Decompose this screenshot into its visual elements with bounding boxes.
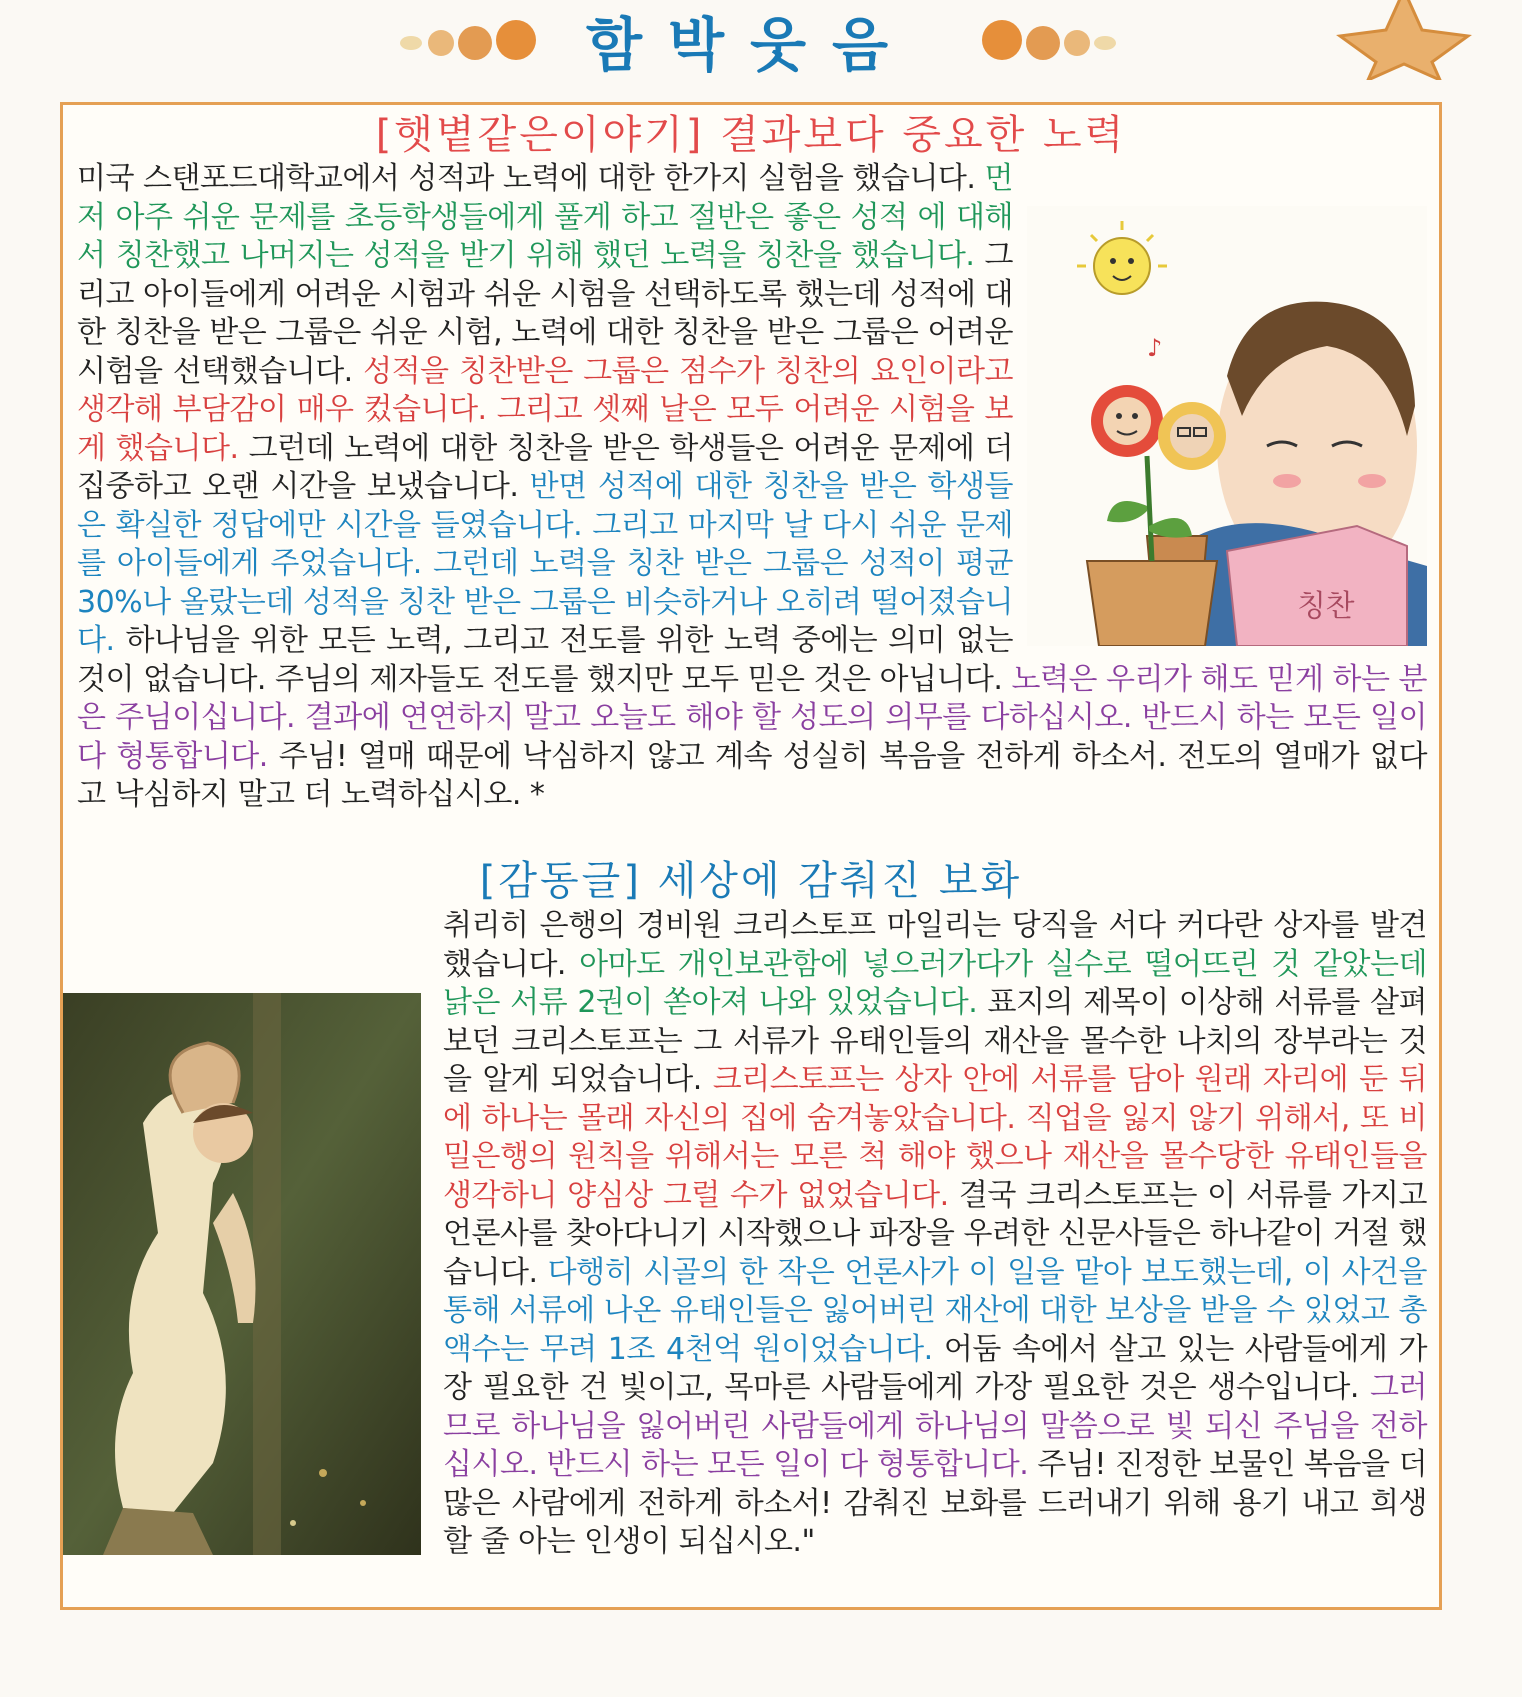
watering-can-label: 칭찬 — [1297, 589, 1354, 624]
decor-dot — [1094, 36, 1116, 50]
story2-body: 취리히 은행의 경비원 크리스토프 마일리는 당직을 서다 커다란 상자를 발견했습니다. 아마도 개인보관함에 넣으러가다가 실수로 떨어뜨린 것 같았는데 낡은 서류 2권이 쏟아져 나와 있었습니다. 표지의 제목이 이상해 서류를 살펴보던 크리스토프는 그 서류가 유태인들의 재산을 몰수한 나치의 장부라는 것을 알게 되었습니다. 크리스토프는 상자 안에 서류를 담아 원래 자리에 둔 뒤에 하나는 몰래 자신의 집에 숨겨놓았습니다. 직업을 잃지 않기 위해서, 또 비밀은행의 원칙을 위해서는 모른 척 해야 했으나 재산을 몰수당한 유태인들을 생각하니 양심상 그럴 수가 없었습니다. 결국 크리스토프는 이 서류를 가지고 언론사를 찾아다니기 시작했으나 파장을 우려한 신문사들은 하나같이 거절 했습니다. 다행히 시골의 한 작은 언론사가 이 일을 맡아 보도했는데, 이 사건을 통해 서류에 나온 유태인들은 잃어버린 재산에 대한 보상을 받을 수 있었고 총 액수는 무려 1조 4천억 원이었습니다. 어둠 속에서 살고 있는 사람들에게 가장 필요한 건 빛이고, 목마른 사람들에게 가장 필요한 것은 생수입니다. 그러므로 하나님을 잃어버린 사람들에게 하나님의 말씀으로 빛 되신 주님을 전하십시오. 반드시 하는 모든 일이 다 형통합니다. 주님! 진정한 보물인 복음을 더 많은 사람에게 전하게 하소서! 감춰진 보화를 드러내기 위해 용기 내고 희생할 줄 아는 인생이 되십시오." — [77, 907, 1427, 1562]
decor-dot — [1026, 26, 1060, 60]
page-header — [0, 0, 1522, 90]
kneeling-woman-painting — [63, 993, 421, 1555]
star-icon — [1334, 0, 1474, 80]
decor-dot — [428, 30, 454, 56]
decor-dot — [496, 20, 536, 60]
svg-text:♪: ♪ — [1147, 334, 1162, 362]
story1-title: [햇볕같은이야기] 결과보다 중요한 노력 — [375, 112, 1127, 158]
decor-dot — [982, 20, 1022, 60]
content-frame — [60, 102, 1442, 1610]
decor-dot — [1064, 30, 1090, 56]
praise-illustration — [1027, 206, 1427, 646]
story1-body: ♪ 칭찬 미국 스탠포드대학교에서 성적과 노력에 대한 한가지 실험을 했습니다. 먼저 아주 쉬운 문제를 초등학생들에게 풀게 하고 절반은 좋은 성적 에 대해서 칭찬했고 나머지는 성적을 받기 위해 했던 노력을 칭찬을 했습니다. 그리고 아이들에게 어려운 시험과 쉬운 시험을 선택하도록 했는데 성적에 대한 칭찬을 받은 그룹은 쉬운 시험, 노력에 대한 칭찬을 받은 그룹은 어려운 시험을 선택했습니다. 성적을 칭찬받은 그룹은 점수가 칭찬의 요인이라고 생각해 부담감이 매우 컸습니다. 그리고 셋째 날은 모두 어려운 시험을 보게 했습니다. 그런데 노력에 대한 칭찬을 받은 학생들은 어려운 문제에 더 집중하고 오랜 시간을 보냈습니다. 반면 성적에 대한 칭찬을 받은 학생들은 확실한 정답에만 시간을 들였습니다. 그리고 마지막 날 다시 쉬운 문제를 아이들에게 주었습니다. 그런데 노력을 칭찬 받은 그룹은 성적이 평균 30%나 올랐는데 성적을 칭찬 받은 그룹은 비슷하거나 오히려 떨어졌습니다. 하나님을 위한 모든 노력, 그리고 전도를 위한 노력 중에는 의미 없는 것이 없습니다. 주님의 제자들도 전도를 했지만 모두 믿은 것은 아닙니다. 노력은 우리가 해도 믿게 하는 분은 주님이십니다. 결과에 연연하지 말고 오늘도 해야 할 성도의 의무를 다하십시오. 반드시 하는 모든 일이 다 형통합니다. 주님! 열매 때문에 낙심하지 않고 계속 성실히 복음을 전하게 하소서. 전도의 열매가 없다고 낙심하지 말고 더 노력하십시오. * — [77, 161, 1427, 812]
decor-dot — [400, 36, 422, 50]
page-title: 함박웃음 — [585, 11, 915, 79]
story2-title: [감동글] 세상에 감춰진 보화 — [479, 858, 1023, 904]
decor-dot — [458, 26, 492, 60]
